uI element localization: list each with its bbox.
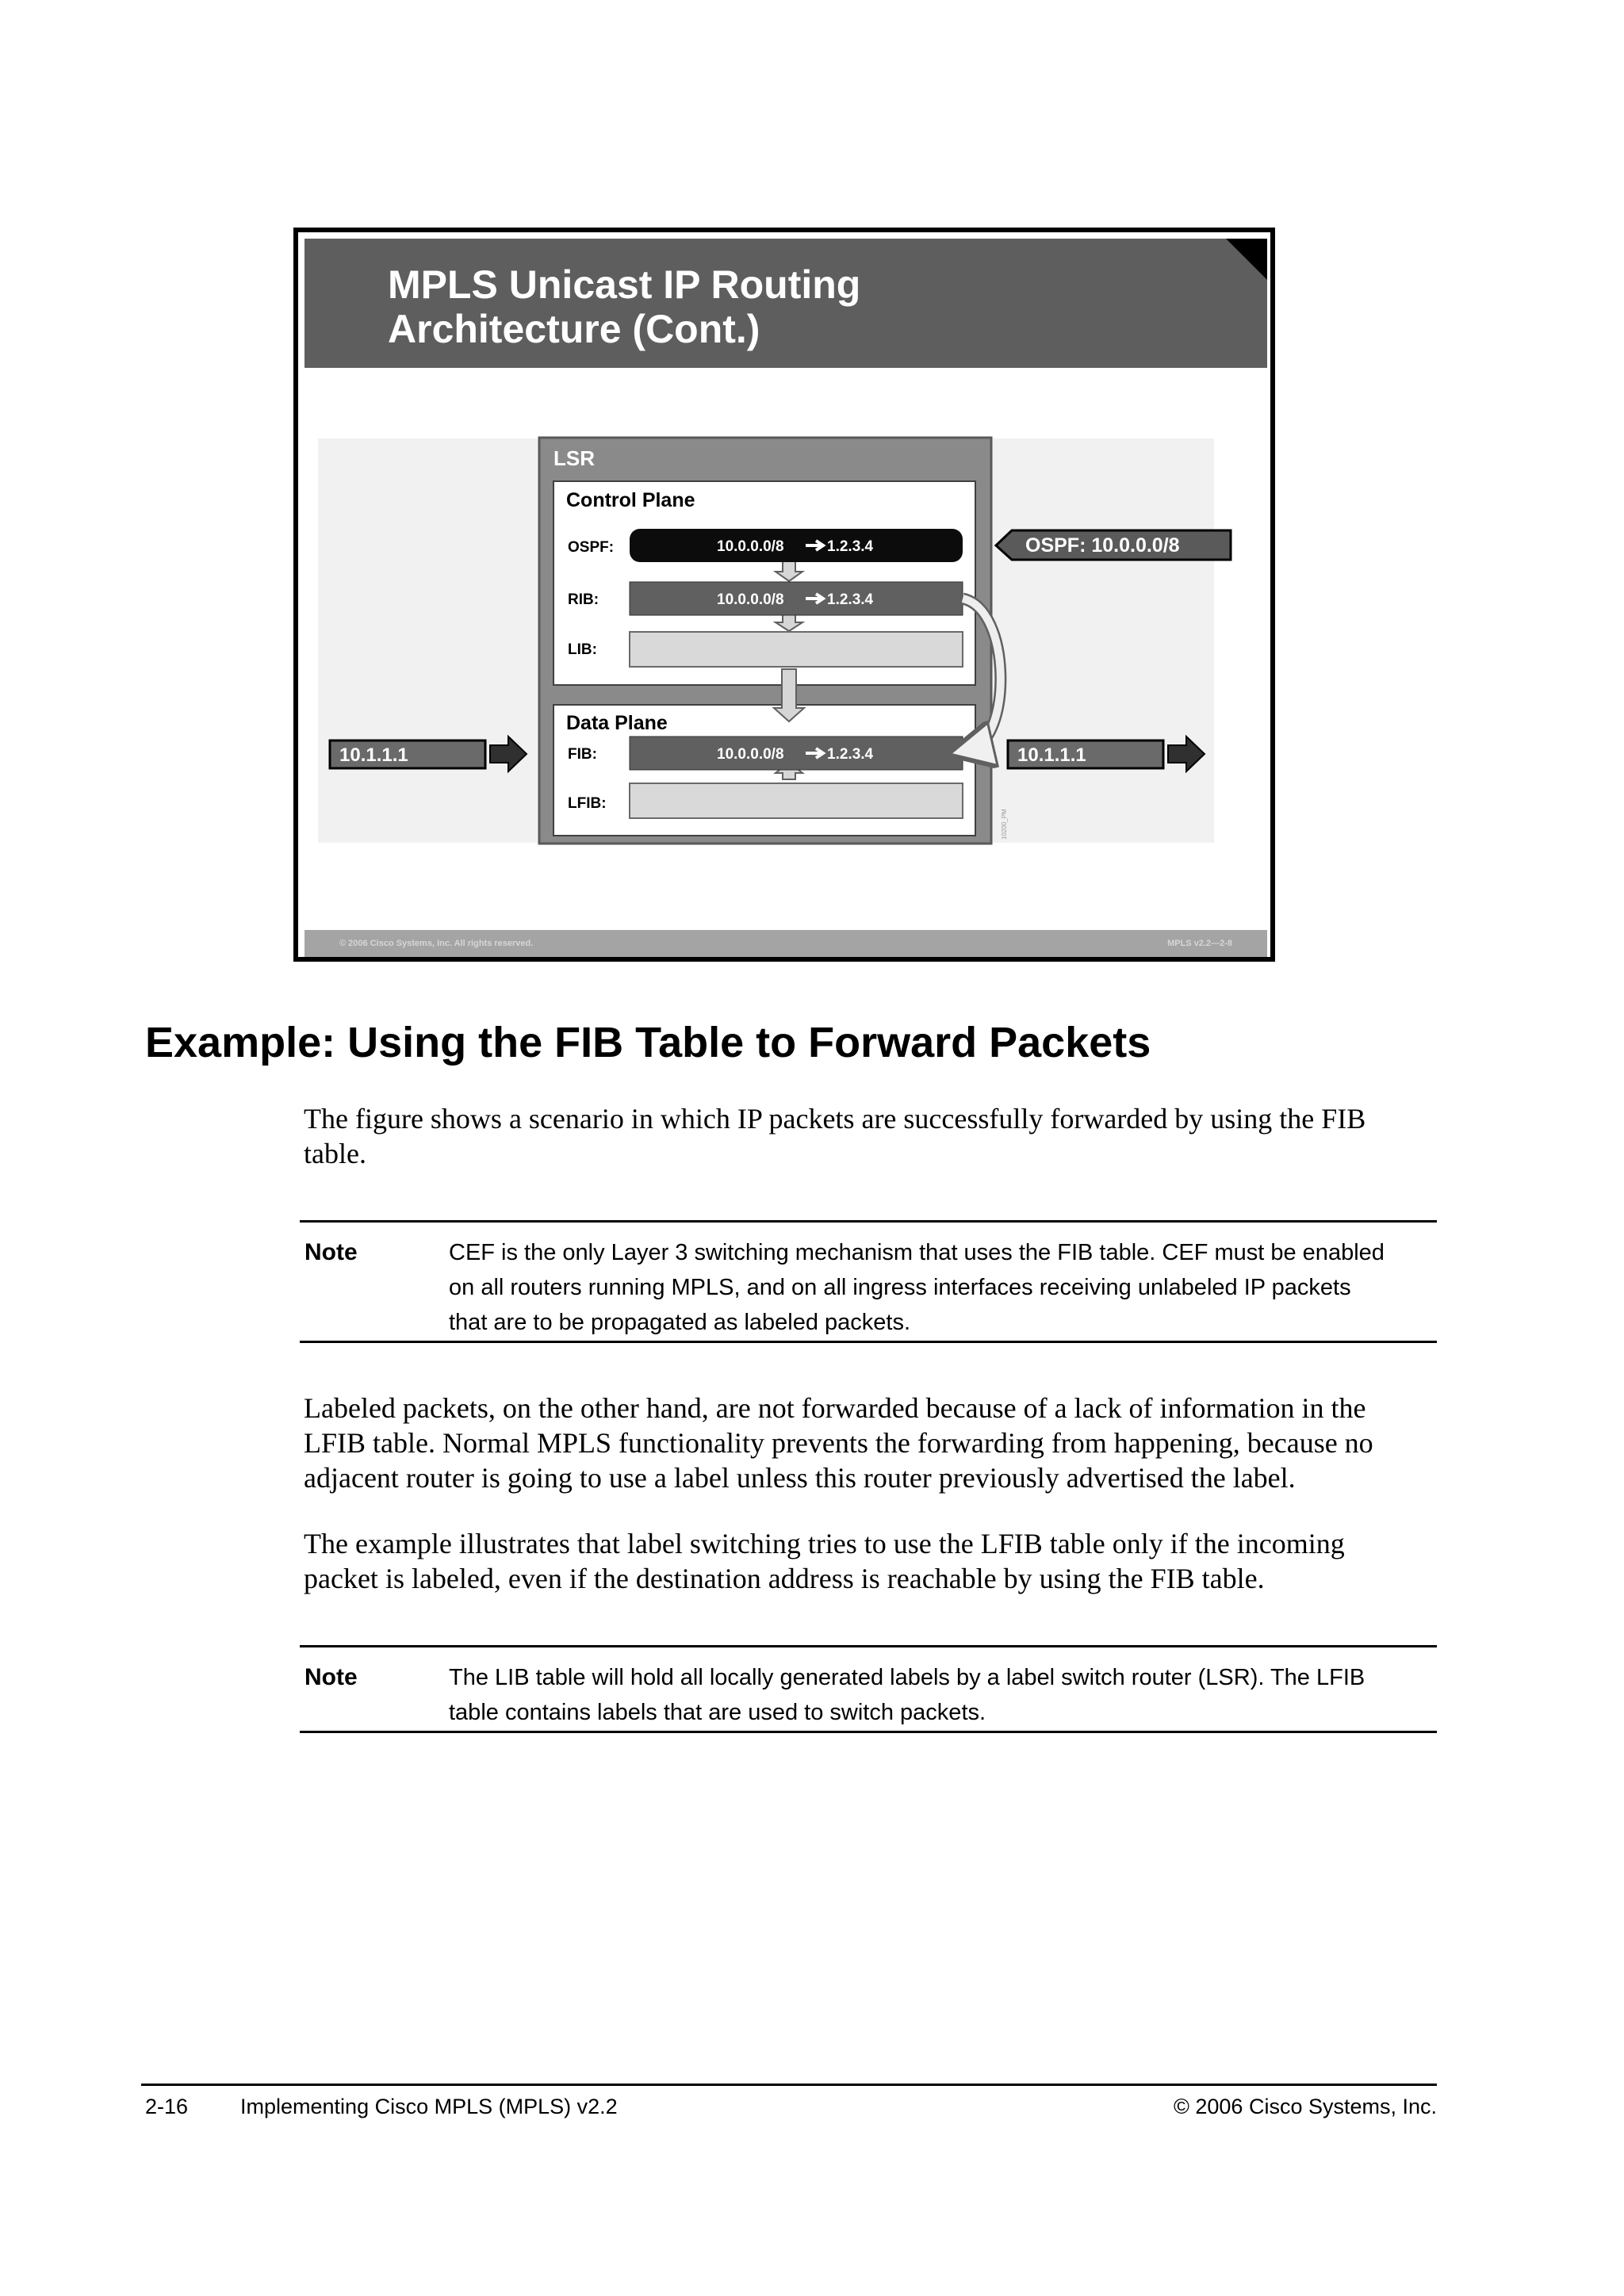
footer-copyright: © 2006 Cisco Systems, Inc. bbox=[1173, 2095, 1437, 2118]
rib-entry-prefix: 10.0.0.0/8 bbox=[717, 591, 784, 608]
paragraph-example bbox=[304, 1526, 1430, 1596]
paragraph-example-line1: The example illustrates that label switching tries to use the LFIB table only if the incoming bbox=[304, 1528, 1345, 1559]
control-plane-label: Control Plane bbox=[566, 489, 695, 511]
slide-footer bbox=[304, 930, 1267, 957]
note-cef-line2: on all routers running MPLS, and on all ingress interfaces receiving unlabeled IP packets bbox=[449, 1275, 1351, 1300]
note-box-lib bbox=[300, 1645, 1437, 1733]
fib-entry-next-hop: 1.2.3.4 bbox=[827, 746, 874, 763]
note-label: Note bbox=[304, 1239, 358, 1265]
paragraph-labeled-line2: LFIB table. Normal MPLS functionality prevents the forwarding from happening, because no bbox=[304, 1427, 1373, 1459]
paragraph-intro-line2: table. bbox=[304, 1138, 366, 1169]
incoming-packet-label: 10.1.1.1 bbox=[339, 744, 408, 766]
fib-row-label: FIB: bbox=[568, 746, 597, 763]
note-text-lib bbox=[449, 1660, 1432, 1730]
slide-title-line1: MPLS Unicast IP Routing bbox=[388, 262, 861, 307]
lfib-row-label: LFIB: bbox=[568, 795, 607, 812]
section-heading: Example: Using the FIB Table to Forward Packets bbox=[145, 1019, 1151, 1066]
ospf-row-label: OSPF: bbox=[568, 539, 615, 556]
footer-rule bbox=[141, 2084, 1437, 2086]
paragraph-intro bbox=[304, 1101, 1430, 1171]
rib-entry-next-hop: 1.2.3.4 bbox=[827, 591, 874, 608]
paragraph-labeled-line3: adjacent router is going to use a label unless this router previously advertised the label. bbox=[304, 1462, 1296, 1494]
fib-entry-prefix: 10.0.0.0/8 bbox=[717, 746, 784, 763]
paragraph-example-line2: packet is labeled, even if the destination address is reachable by using the FIB table. bbox=[304, 1563, 1265, 1594]
rib-row-label: RIB: bbox=[568, 591, 599, 608]
slide-title-line2: Architecture (Cont.) bbox=[388, 307, 760, 351]
slide-figure bbox=[293, 228, 1275, 962]
note-cef-line1: CEF is the only Layer 3 switching mechanism that uses the FIB table. CEF must be enabled bbox=[449, 1240, 1385, 1265]
ospf-update-label: OSPF: 10.0.0.0/8 bbox=[1025, 534, 1180, 557]
note-cef-line3: that are to be propagated as labeled packets. bbox=[449, 1310, 911, 1335]
slide-footer-version: MPLS v2.2—2-8 bbox=[1167, 939, 1232, 948]
lsr-label: LSR bbox=[553, 446, 595, 470]
paragraph-labeled-line1: Labeled packets, on the other hand, are not forwarded because of a lack of information in the bbox=[304, 1392, 1366, 1424]
outgoing-packet-label: 10.1.1.1 bbox=[1017, 744, 1086, 766]
lib-table-entry bbox=[630, 632, 963, 667]
rib-table-entry bbox=[630, 582, 963, 615]
paragraph-intro-line1: The figure shows a scenario in which IP packets are successfully forwarded by using the FIB bbox=[304, 1103, 1366, 1135]
data-plane-label: Data Plane bbox=[566, 712, 668, 734]
note-label: Note bbox=[304, 1664, 358, 1690]
slide-footer-copyright: © 2006 Cisco Systems, Inc. All rights reserved. bbox=[339, 939, 534, 948]
note-box-cef bbox=[300, 1220, 1437, 1343]
note-lib-line2: table contains labels that are used to switch packets. bbox=[449, 1700, 986, 1725]
lsr-architecture-diagram bbox=[298, 232, 1280, 966]
figure-id: 10200_PM bbox=[1001, 809, 1008, 840]
paragraph-labeled-packets bbox=[304, 1391, 1430, 1495]
note-text-cef bbox=[449, 1235, 1432, 1340]
ospf-entry-prefix: 10.0.0.0/8 bbox=[717, 538, 784, 555]
ospf-table-entry bbox=[630, 529, 963, 562]
lib-row-label: LIB: bbox=[568, 641, 597, 658]
ospf-entry-next-hop: 1.2.3.4 bbox=[827, 538, 874, 555]
page-number: 2-16 bbox=[145, 2095, 189, 2118]
fib-table-entry bbox=[630, 737, 963, 770]
lfib-table-entry bbox=[630, 783, 963, 818]
book-title: Implementing Cisco MPLS (MPLS) v2.2 bbox=[240, 2095, 618, 2118]
note-lib-line1: The LIB table will hold all locally generated labels by a label switch router (LSR). The LFIB bbox=[449, 1665, 1365, 1690]
